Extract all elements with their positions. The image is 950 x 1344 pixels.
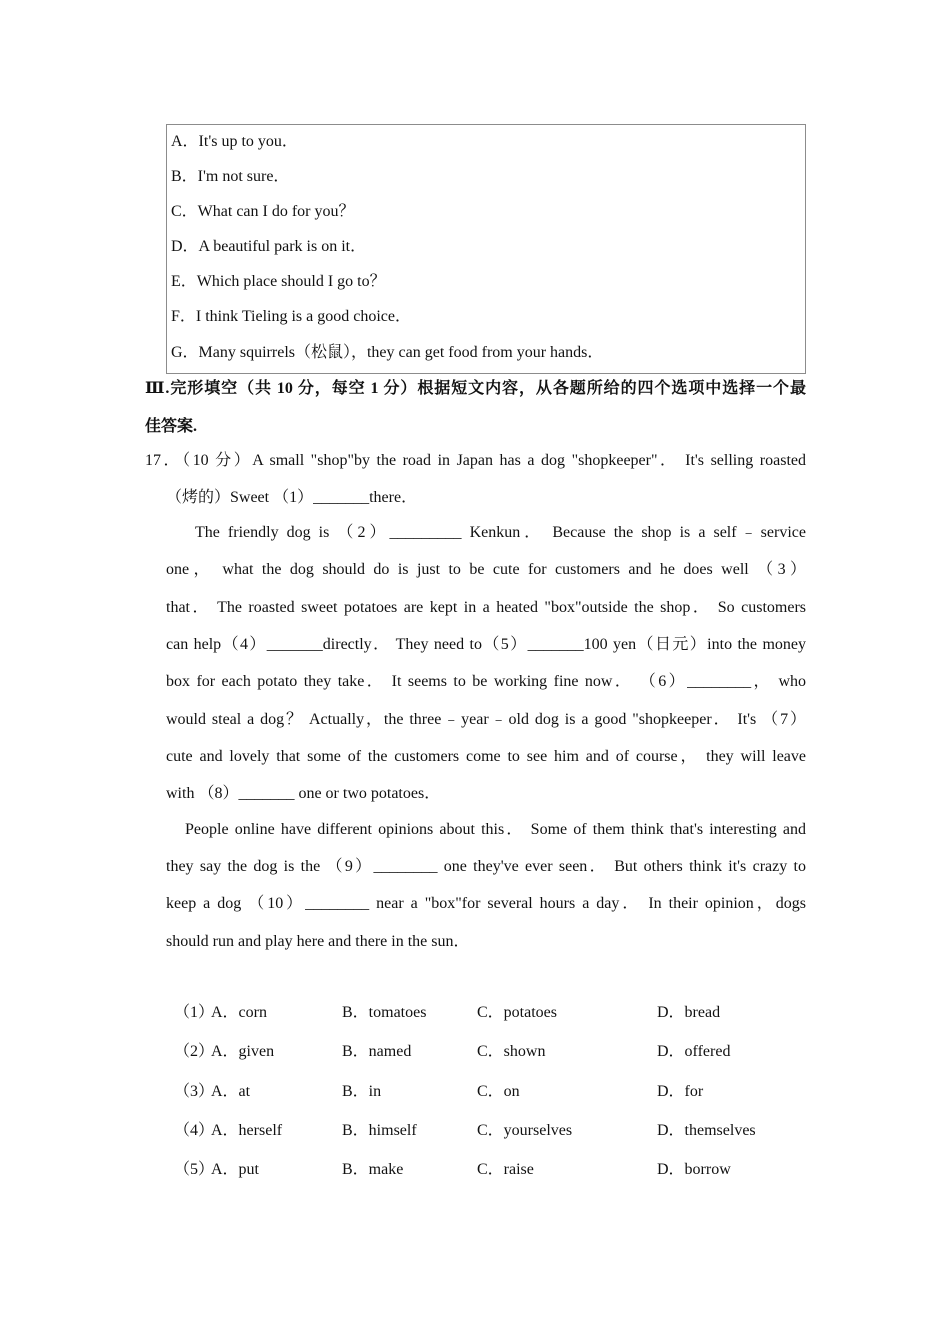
choice-b[interactable]: B．himself	[342, 1122, 417, 1139]
section-title-line2: 佳答案.	[145, 418, 198, 435]
choice-d[interactable]: D．bread	[657, 1004, 721, 1021]
passage-line-12: they say the dog is the （9）________ one they've ever seen． But others think it's crazy to	[166, 858, 806, 875]
passage-line-9: cute and lovely that some of the customers come to see him and of course， they will leave	[166, 748, 806, 765]
passage-line-4: one， what the dog should do is just to be cute for customers and he does well （3）	[166, 561, 807, 578]
choice-number: （2）	[174, 1043, 215, 1060]
choice-b[interactable]: B．named	[342, 1043, 412, 1060]
choice-d[interactable]: D．offered	[657, 1043, 731, 1060]
choice-d[interactable]: D．for	[657, 1083, 704, 1100]
option-b: B．I'm not sure．	[171, 168, 290, 185]
option-a: A．It's up to you．	[171, 133, 298, 150]
section-title-line1: Ⅲ.完形填空（共 10 分，每空 1 分）根据短文内容，从各题所给的四个选项中选择一个最	[145, 380, 806, 397]
choice-row	[174, 1081, 814, 1103]
choice-a[interactable]: A．at	[211, 1083, 251, 1100]
passage-line-11: People online have different opinions about this． Some of them think that's interesting and	[185, 821, 806, 838]
choice-c[interactable]: C．potatoes	[477, 1004, 557, 1021]
choice-c[interactable]: C．shown	[477, 1043, 546, 1060]
choice-b[interactable]: B．in	[342, 1083, 382, 1100]
choice-a[interactable]: A．given	[211, 1043, 275, 1060]
option-f: F．I think Tieling is a good choice．	[171, 308, 412, 325]
choice-c[interactable]: C．yourselves	[477, 1122, 573, 1139]
passage-line-13: keep a dog （10）________ near a "box"for several hours a day． In their opinion，dogs	[166, 895, 806, 912]
option-g: G．Many squirrels（松鼠），they can get food from your hands．	[171, 344, 604, 361]
choice-row	[174, 1041, 814, 1063]
choice-c[interactable]: C．on	[477, 1083, 520, 1100]
choice-b[interactable]: B．make	[342, 1161, 404, 1178]
choice-number: （1）	[174, 1004, 215, 1021]
choice-d[interactable]: D．themselves	[657, 1122, 756, 1139]
passage-line-5: that． The roasted sweet potatoes are kept in a heated "box"outside the shop． So customers	[166, 599, 807, 616]
choice-row	[174, 1002, 814, 1024]
option-c: C．What can I do for you？	[171, 203, 355, 220]
option-d: D．A beautiful park is on it．	[171, 238, 367, 255]
passage-line-3: The friendly dog is （2）_________ Kenkun． Because the shop is a self﹣service	[195, 524, 806, 541]
choice-b[interactable]: B．tomatoes	[342, 1004, 427, 1021]
choice-row	[174, 1120, 814, 1142]
passage-line-6: can help（4）_______directly． They need to（5）_______100 yen（日元）into the money	[166, 636, 806, 653]
choice-row	[174, 1159, 814, 1181]
choice-number: （4）	[174, 1122, 215, 1139]
passage-line-8: would steal a dog？ Actually，the three﹣year﹣old dog is a good "shopkeeper． It's （7）	[166, 711, 806, 728]
option-e: E．Which place should I go to？	[171, 273, 386, 290]
choice-number: （5）	[174, 1161, 215, 1178]
option-box	[166, 124, 806, 374]
choice-a[interactable]: A．herself	[211, 1122, 283, 1139]
choice-a[interactable]: A．put	[211, 1161, 260, 1178]
passage-line-2: （烤的）Sweet （1）_______there．	[166, 489, 418, 506]
passage-line-10: with （8）_______ one or two potatoes．	[166, 785, 441, 802]
choice-a[interactable]: A．corn	[211, 1004, 267, 1021]
choice-c[interactable]: C．raise	[477, 1161, 534, 1178]
passage-line-7: box for each potato they take． It seems to be working fine now． （6）________， who	[166, 673, 806, 690]
choice-number: （3）	[174, 1083, 215, 1100]
passage-line-14: should run and play here and there in the sun．	[166, 933, 470, 950]
passage-line-1: 17．（10 分）A small "shop"by the road in Japan has a dog "shopkeeper"． It's selling roasted	[145, 452, 806, 469]
choice-d[interactable]: D．borrow	[657, 1161, 731, 1178]
